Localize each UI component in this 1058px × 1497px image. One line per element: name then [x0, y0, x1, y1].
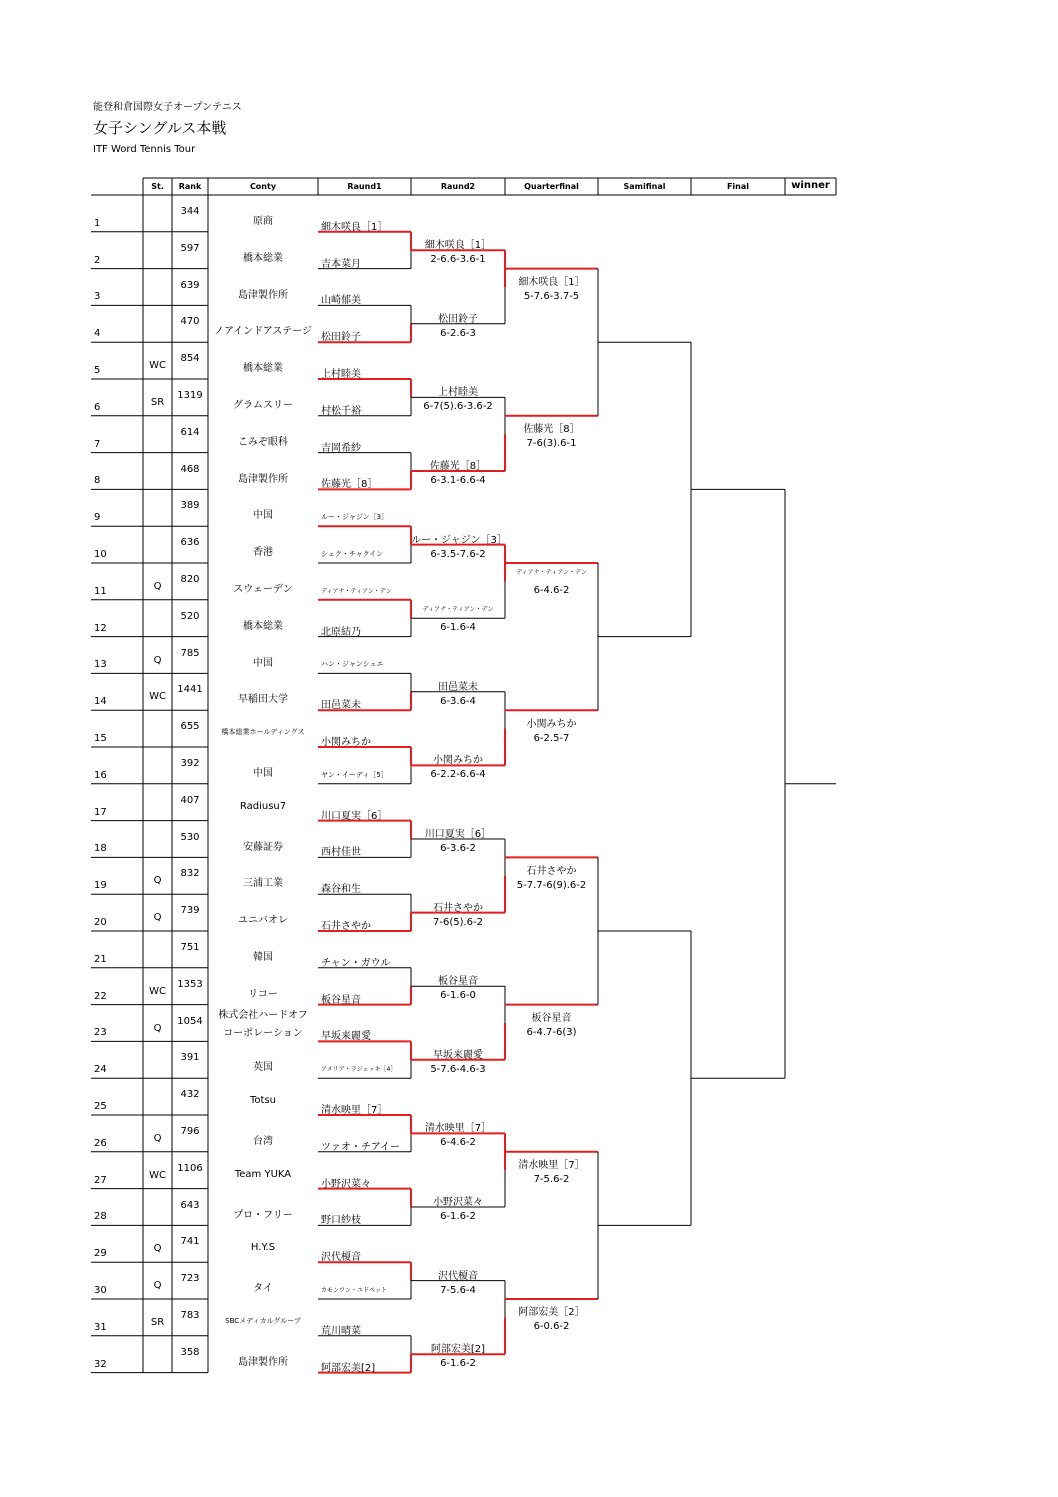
country-cell: グラムスリー: [233, 400, 293, 411]
player-name: ヤン・イーディ［5］: [321, 770, 388, 779]
round2-score: 6-7(5).6-3.6-2: [423, 401, 493, 413]
country-cell: SBCメディカルグループ: [225, 1317, 301, 1325]
player-name: 沢代榎音: [321, 1252, 361, 1264]
status-cell: Q: [153, 1243, 162, 1255]
status-cell: Q: [153, 912, 162, 924]
player-name: 阿部宏美[2]: [321, 1362, 376, 1374]
player-name: チャン・ガウル: [321, 957, 391, 969]
country-cell: 中国: [253, 657, 273, 669]
round2-name: 佐藤光［8］: [429, 461, 487, 472]
quarterfinal-score: 6-4.7-6(3): [526, 1027, 577, 1038]
seed-number: 32: [94, 1358, 107, 1370]
round2-score: 6-1.6-0: [440, 990, 476, 1002]
player-name: 吉本菜月: [321, 258, 361, 270]
rank-cell: 643: [180, 1199, 200, 1211]
player-name: 上村睦美: [321, 369, 361, 380]
rank-cell: 723: [180, 1273, 200, 1285]
round2-score: 6-2.6-3: [440, 327, 476, 339]
seed-number: 25: [94, 1101, 107, 1112]
rank-cell: 1441: [177, 684, 203, 696]
quarterfinal-score: 6-0.6-2: [533, 1321, 570, 1333]
seed-number: 15: [94, 733, 107, 744]
round2-name: 田邑菜未: [438, 681, 478, 693]
country-cell: プロ・フリー: [233, 1209, 293, 1221]
column-header-winner: winner: [791, 180, 830, 191]
seed-number: 22: [94, 990, 107, 1002]
round2-name: ディアナ・ティアン・デン: [422, 606, 494, 614]
player-name: 山崎郁美: [321, 295, 361, 307]
player-name: 板谷星音: [321, 994, 361, 1006]
round2-name: 石井さやか: [433, 902, 483, 914]
round2-name: 川口夏実［6］: [424, 829, 492, 840]
seed-number: 19: [94, 880, 107, 892]
country-cell: 橋本総業: [243, 363, 283, 375]
rank-cell: 785: [180, 647, 200, 659]
quarterfinal-score: 6-4.6-2: [533, 585, 570, 597]
seed-number: 26: [94, 1137, 107, 1149]
round2-name: ルー・ジャジン［3］: [411, 534, 507, 546]
round2-score: 6-3.1-6.6-4: [430, 475, 486, 486]
country-cell: リコー: [248, 988, 278, 1000]
status-cell: Q: [153, 654, 162, 666]
seed-number: 4: [94, 328, 101, 340]
quarterfinal-score: 5-7.7-6(9).6-2: [516, 879, 587, 891]
player-name: ハン・ジャンシュエ: [321, 660, 384, 669]
rank-cell: 655: [180, 721, 200, 733]
seed-number: 11: [94, 585, 107, 597]
player-name: 佐藤光［8］: [321, 479, 378, 491]
rank-cell: 639: [180, 279, 200, 291]
quarterfinal-name: 清水映里［7］: [518, 1160, 585, 1172]
round2-name: 沢代榎音: [438, 1270, 478, 1282]
country-cell-line2: コーポレーション: [223, 1027, 303, 1039]
round2-name: 小野沢菜々: [433, 1197, 483, 1208]
status-cell: WC: [149, 360, 166, 372]
column-header-quarterfinal: Quarterfinal: [524, 182, 579, 191]
player-name: 野口紗枝: [321, 1215, 361, 1227]
rank-cell: 832: [180, 868, 200, 880]
seed-number: 3: [94, 291, 101, 303]
country-cell: 三浦工業: [243, 878, 283, 890]
rank-cell: 1353: [177, 978, 203, 990]
round2-score: 6-1.6-2: [440, 1211, 476, 1222]
player-name: 西村佳世: [321, 847, 361, 859]
quarterfinal-score: 7-6(3).6-1: [526, 438, 577, 450]
round2-name: 阿部宏美[2]: [430, 1344, 486, 1356]
country-cell: 島津製作所: [238, 289, 288, 301]
country-cell: 原商: [253, 216, 273, 227]
round2-score: 2-6.6-3.6-1: [430, 254, 486, 266]
round2-score: 6-3.6-2: [440, 843, 476, 854]
rank-cell: 407: [180, 794, 200, 806]
rank-cell: 796: [180, 1126, 200, 1137]
quarterfinal-name: 小関みちか: [526, 718, 577, 730]
country-cell: H.Y.S: [250, 1242, 276, 1254]
quarterfinal-score: 6-2.5-7: [533, 732, 570, 744]
round2-name: 松田鈴子: [438, 313, 478, 325]
country-cell: タイ: [253, 1283, 273, 1295]
player-name: 細木咲良［1］: [321, 221, 388, 233]
rank-cell: 751: [180, 942, 200, 953]
country-cell: Totsu: [250, 1095, 276, 1107]
status-cell: WC: [149, 691, 166, 703]
column-header-final: Final: [726, 182, 750, 191]
round2-score: 6-1.6-4: [440, 622, 476, 634]
player-name: 吉岡希紗: [321, 442, 361, 454]
quarterfinal-score: 5-7.6-3.7-5: [523, 291, 580, 302]
round2-score: 6-1.6-2: [440, 1358, 476, 1370]
country-cell: 早稲田大学: [238, 694, 288, 706]
seed-number: 31: [94, 1321, 107, 1333]
round2-score: 6-2.2-6.6-4: [430, 769, 486, 781]
tour-name: ITF Word Tennis Tour: [93, 144, 196, 155]
seed-number: 20: [94, 917, 107, 928]
round2-name: 小関みちか: [433, 755, 483, 767]
seed-number: 12: [94, 622, 107, 634]
rank-cell: 783: [180, 1310, 200, 1321]
column-header-semifinal: Samifinal: [623, 182, 666, 191]
player-name: 川口夏実［6］: [321, 810, 388, 822]
player-name: 小野沢菜々: [321, 1178, 371, 1190]
country-cell: 島津製作所: [238, 1356, 288, 1368]
rank-cell: 344: [180, 206, 200, 217]
seed-number: 23: [94, 1027, 107, 1039]
player-name: ツァオ・チアイー: [321, 1141, 400, 1153]
player-name: アメリア・ラジェッキ［4］: [321, 1066, 397, 1074]
rank-cell: 1319: [177, 390, 203, 401]
round2-name: 清水映里［7］: [424, 1123, 492, 1135]
column-header-st: St.: [151, 182, 164, 191]
rank-cell: 741: [180, 1236, 200, 1248]
round2-score: 6-4.6-2: [440, 1137, 476, 1149]
country-cell: 中国: [253, 768, 273, 779]
player-name: カモンワン・ユドペット: [321, 1287, 388, 1294]
column-header-round2: Raund2: [440, 182, 476, 191]
status-cell: Q: [153, 581, 162, 592]
player-name: 石井さやか: [321, 921, 371, 932]
player-name: 北原結乃: [321, 626, 361, 638]
rank-cell: 636: [180, 537, 200, 549]
seed-number: 14: [94, 696, 107, 708]
seed-number: 21: [94, 953, 107, 965]
column-header-country: Conty: [249, 182, 277, 191]
seed-number: 8: [94, 475, 101, 487]
column-header-round1: Raund1: [347, 182, 382, 191]
player-name: 小関みちか: [321, 737, 371, 748]
seed-number: 13: [94, 659, 107, 671]
seed-number: 9: [94, 512, 101, 524]
rank-cell: 392: [180, 758, 200, 769]
tournament-title: 能登和倉国際女子オープンテニス: [93, 102, 242, 113]
quarterfinal-name: 佐藤光［8］: [523, 424, 580, 436]
country-cell: Team YUKA: [234, 1168, 292, 1180]
rank-cell: 854: [180, 353, 200, 365]
round2-score: 6-3.6-4: [440, 695, 476, 707]
seed-number: 29: [94, 1248, 107, 1260]
country-cell: Radiusu7: [239, 800, 287, 812]
country-cell: ノアインドアステージ: [214, 326, 312, 338]
seed-number: 27: [94, 1174, 107, 1186]
seed-number: 16: [94, 769, 107, 781]
quarterfinal-name: 板谷星音: [531, 1013, 572, 1024]
player-name: 田邑菜未: [321, 700, 361, 712]
round2-name: 上村睦美: [438, 387, 478, 399]
status-cell: SR: [150, 1317, 165, 1328]
rank-cell: 391: [180, 1052, 200, 1064]
rank-cell: 597: [180, 242, 200, 254]
rank-cell: 1106: [177, 1162, 203, 1174]
quarterfinal-name: ディアナ・ティアン・デン: [516, 569, 587, 577]
round2-score: 5-7.6-4.6-3: [430, 1063, 486, 1075]
round2-name: 細木咲良［1］: [424, 240, 492, 252]
seed-number: 6: [94, 401, 101, 413]
player-name: 松田鈴子: [321, 332, 361, 344]
round2-score: 7-5.6-4: [440, 1284, 476, 1296]
rank-cell: 358: [180, 1346, 200, 1358]
country-cell: 安藤証券: [243, 841, 283, 853]
rank-cell: 468: [180, 463, 200, 475]
rank-cell: 1054: [177, 1015, 203, 1027]
country-cell: スウェーデン: [233, 584, 293, 595]
player-name: 村松千裕: [321, 405, 361, 417]
player-name: シェク・チャクイン: [321, 550, 384, 558]
country-cell: ユニバオレ: [238, 915, 288, 927]
status-cell: WC: [149, 1169, 166, 1181]
country-cell: こみぞ眼科: [238, 436, 288, 448]
seed-number: 30: [94, 1285, 107, 1296]
player-name: 荒川晴菜: [321, 1325, 361, 1337]
seed-number: 18: [94, 843, 107, 855]
country-cell: 橋本総業: [243, 620, 283, 632]
seed-number: 24: [94, 1064, 107, 1076]
country-cell: 橋本総業: [243, 252, 283, 264]
status-cell: SR: [150, 397, 165, 408]
rank-cell: 614: [180, 426, 200, 438]
round2-name: 早坂来麗愛: [433, 1049, 483, 1061]
country-cell: 株式会社ハードオフ: [218, 1009, 308, 1021]
status-cell: Q: [153, 1133, 162, 1144]
country-cell: 台湾: [253, 1136, 273, 1147]
rank-cell: 520: [180, 610, 200, 622]
country-cell: 中国: [253, 510, 273, 522]
rank-cell: 432: [180, 1089, 200, 1101]
country-cell: 橋本総業ホールディングス: [221, 728, 305, 737]
round2-name: 板谷星音: [438, 976, 478, 988]
quarterfinal-name: 石井さやか: [526, 865, 577, 877]
round2-score: 6-3.5-7.6-2: [430, 548, 486, 560]
country-cell: 島津製作所: [238, 473, 288, 485]
quarterfinal-name: 細木咲良［1］: [518, 277, 585, 288]
event-title: 女子シングルス本戦: [93, 119, 227, 137]
status-cell: Q: [153, 1280, 162, 1292]
player-name: 早坂来麗愛: [321, 1031, 371, 1043]
seed-number: 10: [94, 549, 107, 560]
status-cell: Q: [153, 1022, 162, 1034]
column-header-rank: Rank: [178, 182, 202, 191]
country-cell: 香港: [253, 547, 273, 559]
rank-cell: 739: [180, 905, 200, 917]
quarterfinal-score: 7-5.6-2: [533, 1174, 570, 1186]
rank-cell: 470: [180, 316, 200, 328]
seed-number: 5: [94, 365, 101, 376]
quarterfinal-name: 阿部宏美［2］: [518, 1307, 585, 1319]
player-name: 清水映里［7］: [321, 1105, 388, 1116]
rank-cell: 389: [180, 500, 200, 512]
seed-number: 17: [94, 806, 107, 818]
seed-number: 1: [94, 217, 101, 229]
status-cell: Q: [153, 875, 162, 887]
status-cell: WC: [149, 985, 166, 997]
player-name: ディアナ・ティアン・デン: [321, 587, 392, 595]
player-name: 森谷和生: [321, 884, 361, 896]
seed-number: 2: [94, 254, 101, 266]
player-name: ルー・ジャジン［3］: [321, 513, 389, 522]
country-cell: 英国: [253, 1062, 273, 1074]
country-cell: 韓国: [253, 952, 273, 963]
rank-cell: 530: [180, 831, 200, 843]
rank-cell: 820: [180, 574, 200, 585]
round2-score: 7-6(5).6-2: [432, 916, 483, 928]
seed-number: 7: [94, 438, 101, 450]
seed-number: 28: [94, 1211, 107, 1223]
